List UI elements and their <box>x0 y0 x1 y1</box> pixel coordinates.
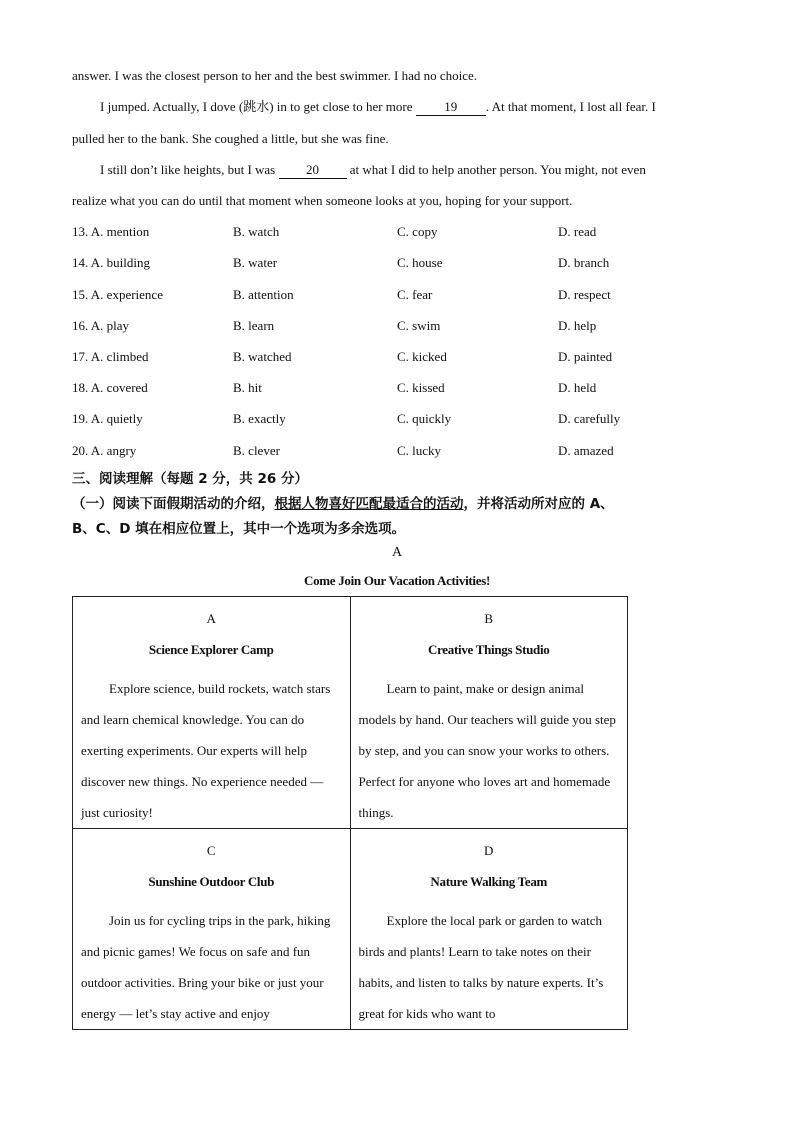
option-b: B. clever <box>233 443 280 458</box>
option-d: D. read <box>558 224 597 239</box>
option-row <box>72 318 692 334</box>
passage-line <box>100 99 656 116</box>
passage-line: answer. I was the closest person to her and the best swimmer. I had no choice. <box>72 68 478 83</box>
option-a: 15. A. experience <box>72 287 163 302</box>
option-b: B. learn <box>233 318 275 333</box>
option-b: B. water <box>233 255 278 270</box>
table-row <box>73 597 628 829</box>
activity-cell-c <box>73 829 351 1030</box>
option-row <box>72 287 692 303</box>
instruction-text: ，并将活动所对应的 A、 <box>463 496 614 512</box>
option-c: C. lucky <box>397 443 442 458</box>
table-row <box>73 829 628 1030</box>
option-a: 13. A. mention <box>72 224 150 239</box>
option-c: C. kicked <box>397 349 447 364</box>
passage-line: realize what you can do until that moment when someone looks at you, hoping for your support. <box>72 193 573 208</box>
option-b: B. exactly <box>233 411 286 426</box>
activity-cell-a <box>73 597 351 829</box>
option-d: D. help <box>558 318 597 333</box>
option-row <box>72 380 692 396</box>
activities-table <box>72 596 628 1030</box>
passage-text: I still don’t like heights, but I was <box>100 162 279 177</box>
option-a: 14. A. building <box>72 255 151 270</box>
option-a: 19. A. quietly <box>72 411 143 426</box>
activity-cell-b <box>350 597 628 829</box>
activity-letter: A <box>206 611 216 626</box>
option-c: C. fear <box>397 287 433 302</box>
option-d: D. carefully <box>558 411 621 426</box>
passage-line <box>100 162 646 179</box>
option-a: 20. A. angry <box>72 443 137 458</box>
option-a: 16. A. play <box>72 318 130 333</box>
option-d: D. held <box>558 380 597 395</box>
option-c: C. copy <box>397 224 438 239</box>
passage-letter: A <box>391 545 403 560</box>
activity-letter: D <box>484 843 494 858</box>
option-b: B. attention <box>233 287 294 302</box>
blank-19: 19 <box>416 99 486 116</box>
passage-text: . At that moment, I lost all fear. I <box>485 99 656 114</box>
passage-text: I jumped. Actually, I dove (跳水) in to get close to her more <box>100 99 416 114</box>
option-c: C. kissed <box>397 380 445 395</box>
option-a: 18. A. covered <box>72 380 148 395</box>
activity-title: Science Explorer Camp <box>148 642 274 657</box>
option-b: B. watched <box>233 349 292 364</box>
blank-20: 20 <box>279 162 347 179</box>
option-d: D. painted <box>558 349 613 364</box>
option-c: C. swim <box>397 318 441 333</box>
option-d: D. respect <box>558 287 611 302</box>
activity-description: Explore the local park or garden to watch birds and plants! Learn to take notes on their habits, and listen to talks by nature experts. It’s great for kids who want to <box>358 913 604 1021</box>
option-row <box>72 255 692 271</box>
passage-line: pulled her to the bank. She coughed a little, but she was fine. <box>72 131 389 146</box>
section-instruction-line2: B、C、D 填在相应位置上，其中一个选项为多余选项。 <box>72 521 406 537</box>
option-d: D. branch <box>558 255 610 270</box>
activity-description: Join us for cycling trips in the park, hiking and picnic games! We focus on safe and fun outdoor activities. Bring your bike or just your energy — let’s stay active and enjoy <box>81 913 331 1021</box>
activity-description: Explore science, build rockets, watch stars and learn chemical knowledge. You can do exerting experiments. Our experts will help discover new things. No experience needed — just curiosity! <box>81 681 331 820</box>
activity-title: Sunshine Outdoor Club <box>148 874 275 889</box>
option-c: C. house <box>397 255 443 270</box>
option-row <box>72 224 692 240</box>
option-row <box>72 349 692 365</box>
option-b: B. watch <box>233 224 280 239</box>
option-c: C. quickly <box>397 411 452 426</box>
option-d: D. amazed <box>558 443 614 458</box>
option-a: 17. A. climbed <box>72 349 149 364</box>
activity-letter: C <box>206 843 216 858</box>
instruction-text: （一）阅读下面假期活动的介绍， <box>72 496 275 512</box>
passage-text: at what I did to help another person. You might, not even <box>346 162 646 177</box>
activity-cell-d <box>350 829 628 1030</box>
option-row <box>72 411 692 427</box>
instruction-underlined: 根据人物喜好匹配最适合的活动 <box>274 496 464 512</box>
activity-title: Creative Things Studio <box>427 642 550 657</box>
section-instruction <box>72 495 614 513</box>
activity-title: Nature Walking Team <box>430 874 548 889</box>
passage-title: Come Join Our Vacation Activities! <box>303 573 490 588</box>
activity-letter: B <box>484 611 494 626</box>
option-row <box>72 443 692 459</box>
option-b: B. hit <box>233 380 262 395</box>
section-title: 三、阅读理解（每题 2 分，共 26 分） <box>72 471 308 487</box>
activity-description: Learn to paint, make or design animal models by hand. Our teachers will guide you step by step, and you can snow your works to others. Perfect for anyone who loves art and homemade things. <box>358 681 616 820</box>
